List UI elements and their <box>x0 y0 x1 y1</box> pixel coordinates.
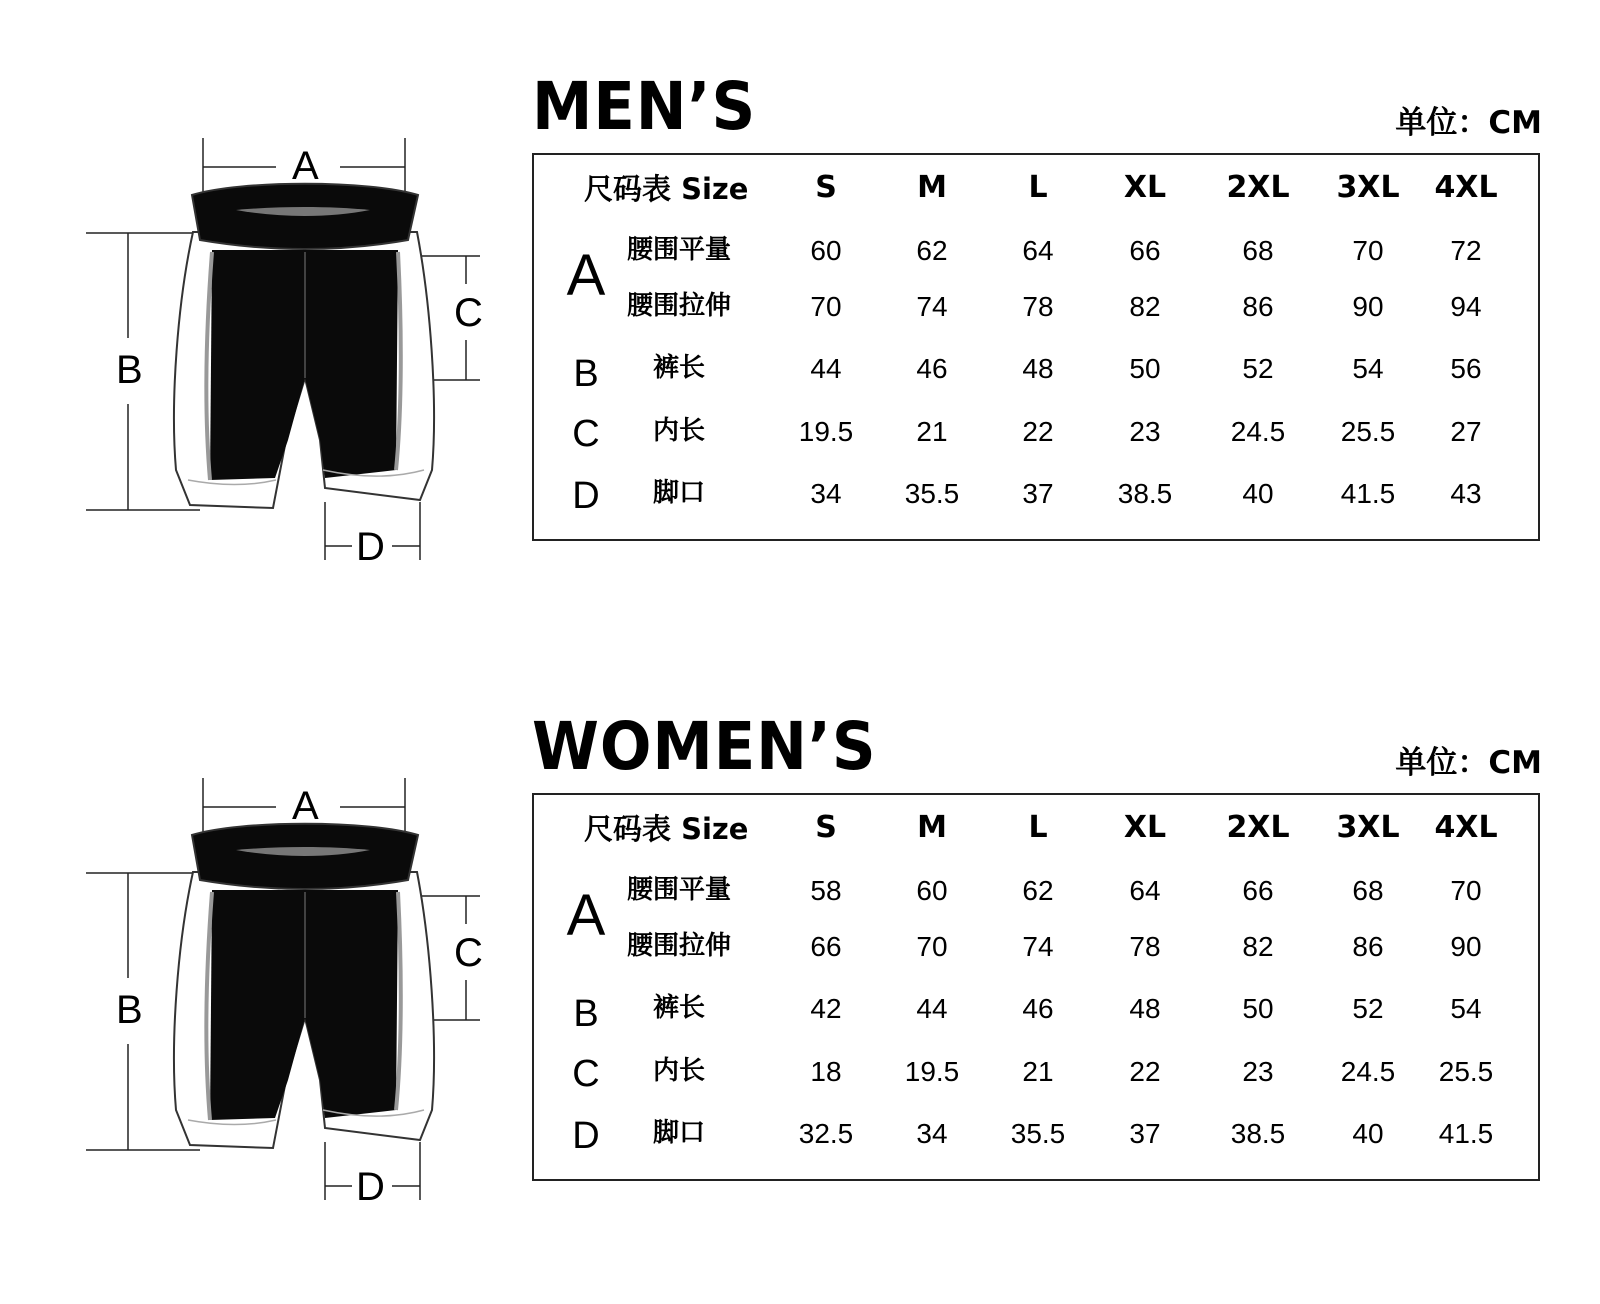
measurement-letter-b: B <box>573 353 599 395</box>
table-cell: 24.5 <box>1340 1056 1396 1087</box>
table-cell: 43 <box>1450 478 1482 509</box>
size-header-4xl: 4XL <box>1434 810 1498 845</box>
table-cell: 78 <box>1129 931 1161 962</box>
size-header-3xl: 3XL <box>1336 810 1400 845</box>
measurement-letter-c: C <box>572 413 600 455</box>
mens-shorts-diagram <box>0 0 520 640</box>
size-header-m: M <box>917 810 947 845</box>
measurement-label: 裤长 <box>652 993 705 1023</box>
mens-section <box>0 0 1600 640</box>
table-cell: 48 <box>1129 993 1161 1024</box>
size-header-l: L <box>1028 810 1048 845</box>
section-title: MEN’S <box>532 68 757 145</box>
size-header-m: M <box>917 170 947 205</box>
womens-shorts-diagram <box>0 640 520 1280</box>
table-cell: 23 <box>1242 1056 1274 1087</box>
table-cell: 94 <box>1450 291 1482 322</box>
dimension-label-b: B <box>116 988 143 1032</box>
shorts-illustration <box>0 640 520 1280</box>
table-cell: 82 <box>1129 291 1161 322</box>
size-header-xl: XL <box>1123 810 1167 845</box>
table-cell: 21 <box>916 416 948 447</box>
size-header-xl: XL <box>1123 170 1167 205</box>
size-column-header: 尺码表 Size <box>584 812 749 846</box>
measurement-letter-b: B <box>573 993 599 1035</box>
table-cell: 56 <box>1450 353 1482 384</box>
table-cell: 68 <box>1242 235 1274 266</box>
shorts-illustration <box>0 0 520 640</box>
table-cell: 22 <box>1022 416 1054 447</box>
table-cell: 37 <box>1129 1118 1161 1149</box>
table-cell: 22 <box>1129 1056 1161 1087</box>
size-header-s: S <box>815 170 837 205</box>
size-header-2xl: 2XL <box>1226 170 1290 205</box>
table-cell: 90 <box>1450 931 1482 962</box>
measurement-label: 内长 <box>652 416 705 446</box>
measurement-label: 内长 <box>652 1056 705 1086</box>
table-cell: 34 <box>916 1118 948 1149</box>
table-cell: 18 <box>810 1056 842 1087</box>
table-cell: 54 <box>1352 353 1384 384</box>
dimension-label-d: D <box>356 1165 385 1209</box>
table-cell: 41.5 <box>1340 478 1396 509</box>
table-cell: 70 <box>1450 875 1482 906</box>
unit-label: 单位：CM <box>1395 105 1542 141</box>
table-cell: 38.5 <box>1117 478 1173 509</box>
table-cell: 40 <box>1242 478 1274 509</box>
table-cell: 52 <box>1242 353 1274 384</box>
table-cell: 52 <box>1352 993 1384 1024</box>
dimension-label-b: B <box>116 348 143 392</box>
table-cell: 23 <box>1129 416 1161 447</box>
table-cell: 86 <box>1242 291 1274 322</box>
table-cell: 42 <box>810 993 842 1024</box>
table-cell: 44 <box>810 353 842 384</box>
table-cell: 74 <box>916 291 948 322</box>
table-cell: 25.5 <box>1340 416 1396 447</box>
table-cell: 34 <box>810 478 842 509</box>
table-cell: 60 <box>916 875 948 906</box>
table-cell: 44 <box>916 993 948 1024</box>
section-title: WOMEN’S <box>532 708 877 785</box>
measurement-letter-c: C <box>572 1053 600 1095</box>
dimension-label-a: A <box>292 144 319 188</box>
table-cell: 19.5 <box>798 416 854 447</box>
table-cell: 32.5 <box>798 1118 854 1149</box>
size-header-3xl: 3XL <box>1336 170 1400 205</box>
table-cell: 90 <box>1352 291 1384 322</box>
table-cell: 70 <box>810 291 842 322</box>
measurement-label: 腰围平量 <box>626 235 731 265</box>
table-cell: 24.5 <box>1230 416 1286 447</box>
measurement-label: 脚口 <box>652 478 705 508</box>
table-cell: 38.5 <box>1230 1118 1286 1149</box>
dimension-label-d: D <box>356 525 385 569</box>
dimension-label-c: C <box>454 931 483 975</box>
measurement-letter-d: D <box>572 475 600 517</box>
table-cell: 70 <box>916 931 948 962</box>
table-cell: 66 <box>1129 235 1161 266</box>
table-cell: 50 <box>1242 993 1274 1024</box>
table-cell: 35.5 <box>1010 1118 1066 1149</box>
size-table <box>532 153 1540 541</box>
table-cell: 66 <box>810 931 842 962</box>
womens-section <box>0 640 1600 1280</box>
table-cell: 74 <box>1022 931 1054 962</box>
table-cell: 40 <box>1352 1118 1384 1149</box>
table-cell: 72 <box>1450 235 1482 266</box>
size-header-2xl: 2XL <box>1226 810 1290 845</box>
unit-label: 单位：CM <box>1395 745 1542 781</box>
table-cell: 68 <box>1352 875 1384 906</box>
table-cell: 64 <box>1129 875 1161 906</box>
table-cell: 48 <box>1022 353 1054 384</box>
table-cell: 86 <box>1352 931 1384 962</box>
measurement-letter-a: A <box>566 883 606 948</box>
table-cell: 64 <box>1022 235 1054 266</box>
table-cell: 78 <box>1022 291 1054 322</box>
measurement-label: 脚口 <box>652 1118 705 1148</box>
table-cell: 62 <box>1022 875 1054 906</box>
measurement-letter-d: D <box>572 1115 600 1157</box>
measurement-label: 腰围拉伸 <box>626 291 731 321</box>
measurement-letter-a: A <box>566 243 606 308</box>
table-cell: 41.5 <box>1438 1118 1494 1149</box>
table-cell: 19.5 <box>904 1056 960 1087</box>
table-cell: 62 <box>916 235 948 266</box>
size-header-l: L <box>1028 170 1048 205</box>
measurement-label: 腰围拉伸 <box>626 931 731 961</box>
measurement-label: 裤长 <box>652 353 705 383</box>
table-cell: 58 <box>810 875 842 906</box>
measurement-label: 腰围平量 <box>626 875 731 905</box>
table-cell: 46 <box>1022 993 1054 1024</box>
dimension-label-a: A <box>292 784 319 828</box>
table-cell: 27 <box>1450 416 1482 447</box>
table-cell: 50 <box>1129 353 1161 384</box>
size-column-header: 尺码表 Size <box>584 172 749 206</box>
size-table <box>532 793 1540 1181</box>
table-cell: 54 <box>1450 993 1482 1024</box>
table-cell: 46 <box>916 353 948 384</box>
table-cell: 37 <box>1022 478 1054 509</box>
table-cell: 82 <box>1242 931 1274 962</box>
table-cell: 25.5 <box>1438 1056 1494 1087</box>
table-cell: 60 <box>810 235 842 266</box>
table-cell: 70 <box>1352 235 1384 266</box>
table-cell: 21 <box>1022 1056 1054 1087</box>
table-cell: 35.5 <box>904 478 960 509</box>
table-cell: 66 <box>1242 875 1274 906</box>
size-header-4xl: 4XL <box>1434 170 1498 205</box>
size-header-s: S <box>815 810 837 845</box>
dimension-label-c: C <box>454 291 483 335</box>
